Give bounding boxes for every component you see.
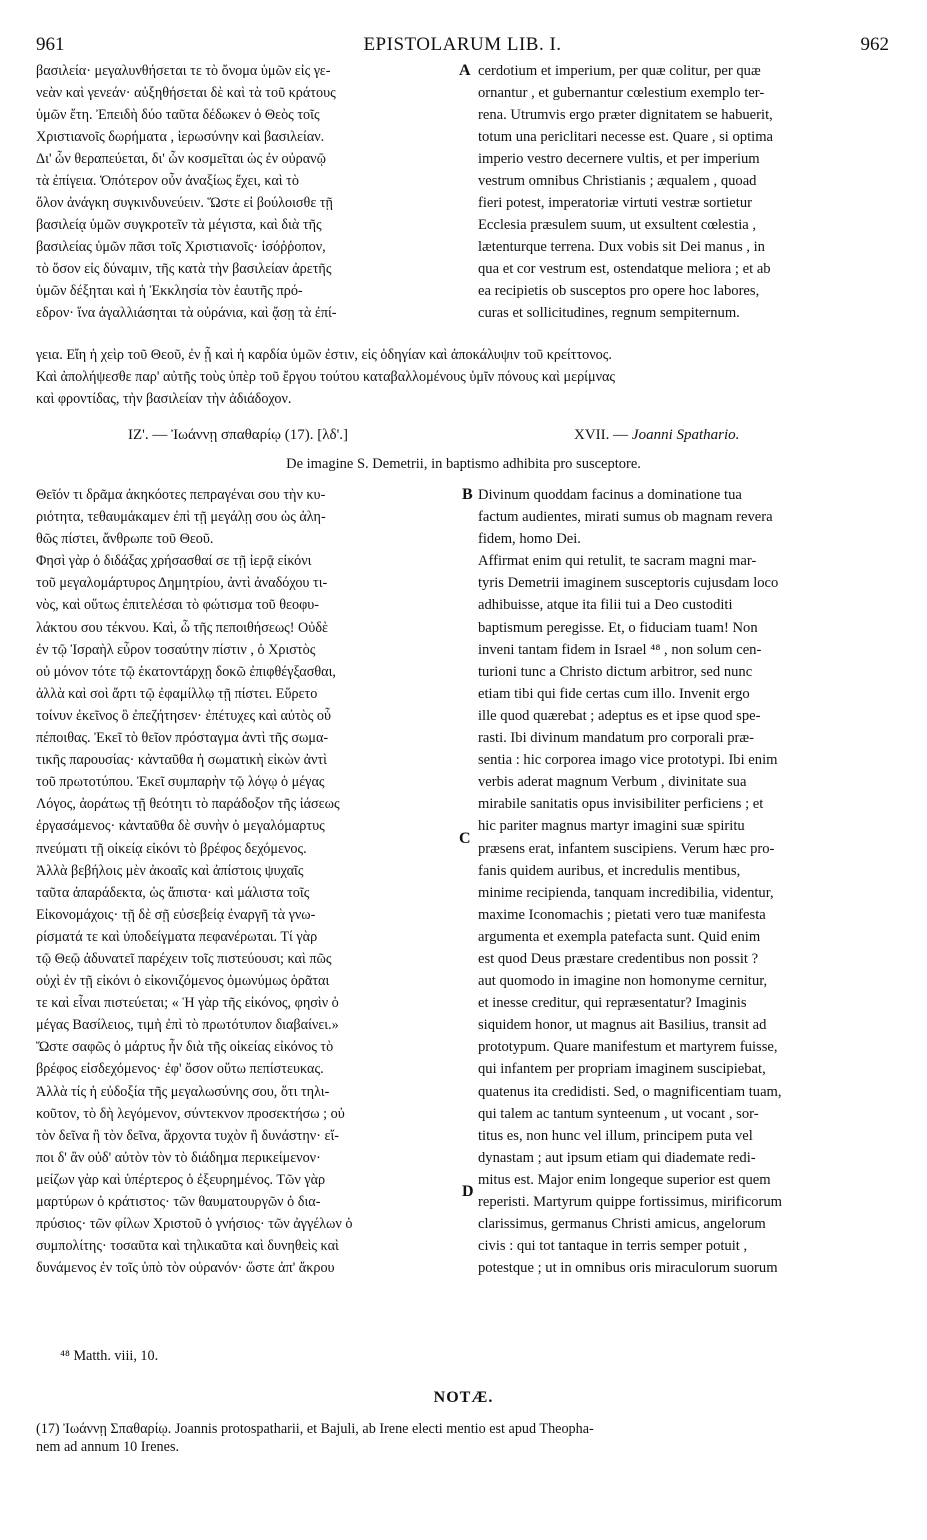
latin-line: Ecclesia præsulem suum, ut exsultent cœlestia , [478,217,757,233]
letter-subtitle: De imagine S. Demetrii, in baptismo adhibita pro susceptore. [286,456,641,472]
latin-line: clarissimus, germanus Christi amicus, angelorum [478,1216,766,1233]
latin-line: adhibuisse, atque ita filii tui a Deo custoditi [478,597,733,614]
latin-line: Affirmat enim qui retulit, te sacram magni mar- [478,553,757,570]
greek-line: βασιλεία· μεγαλυνθήσεται τε τὸ ὄνομα ὑμῶν εἰς γε- [36,63,331,79]
greek-line: τῷ Θεῷ ἀδυνατεῖ παρέχειν τοῖς πιστεύουσι; καὶ πῶς [36,950,332,967]
greek-line: Ἀλλὰ τίς ἡ εὐδοξία τῆς μεγαλωσύνης σου, ὅτι τηλι- [36,1083,330,1100]
greek-line: ταῦτα ἀπαράδεκτα, ὡς ἄπιστα· καὶ μάλιστα τοῖς [36,884,310,901]
greek-line: τικῆς παρουσίας· κἀνταῦθα ἡ σωματικὴ εἰκὼν ἀντὶ [36,752,327,769]
notae-heading: NOTÆ. [433,1389,494,1406]
latin-line: civis : qui tot tantaque in terris semper potuit , [478,1238,748,1255]
greek-line: νεὰν καὶ γενεάν· αὐξηθήσεται δὲ καὶ τὰ τοῦ κράτους [36,85,336,101]
greek-line: Θεῖόν τι δρᾶμα ἀκηκόοτες πεπραγέναι σου τὴν κυ- [36,487,326,503]
left-page-number: 961 [36,34,65,55]
latin-line: siquidem honor, ut magnus ait Basilius, transit ad [478,1017,767,1034]
greek-line: τοῦ πρωτοτύπου. Ἐκεῖ συμπαρὴν τῷ λόγῳ ὁ μέγας [36,774,325,791]
greek-line: πέποιθας. Ἐκεῖ τὸ θεῖον πρόσταγμα ἀντὶ τῆς σωμα- [36,730,329,747]
latin-line: etiam tibi qui fide certas cum illo. Invenit ergo [478,685,750,702]
greek-line: ποι δ' ἂν οὐδ' αὐτὸν τὸν τὸ διάδημα περικείμενον· [36,1149,321,1166]
latin-line: maxime Iconomachis ; pietati vero tuæ manifesta [478,906,766,923]
latin-line: cerdotium et imperium, per quæ colitur, per quæ [478,63,761,79]
greek-line: τὸν δεῖνα ἢ τὸν δεῖνα, ἄρχοντα τυχὸν ἢ δυνάστην· εἴ- [36,1127,339,1144]
greek-line: Καὶ ἀπολήψεσθε παρ' αὐτῆς τοὺς ὑπὲρ τοῦ ἔργου τούτου καταβαλλομένους ὑμῖν πόνους καὶ μερίμνας [36,369,616,385]
latin-line: prototypum. Quare manifestum et martyrem fuisse, [478,1039,778,1056]
greek-line: βρέφος εἰσδεχόμενος· ἐφ' ὅσον οὕτω πεπίστευκας. [36,1061,324,1078]
full-width-greek [36,344,898,410]
greek-line: Χριστιανοῖς δωρήματα , ἱερωσύνην καὶ βασιλείαν. [36,129,325,145]
greek-line: ἐργασάμενος· κἀνταῦθα δὲ συνὴν ὁ μεγαλόμαρτυς [36,818,325,835]
latin-line: titus es, non hunc vel illum, principem puta vel [478,1127,753,1144]
greek-line: πρύσιος· τῶν φίλων Χριστοῦ ὁ γνήσιος· τῶν ἀγγέλων ὁ [36,1216,353,1233]
running-title: EPISTOLARUM LIB. I. [363,34,562,55]
notes [36,1420,900,1456]
latin-line: præsens erat, infantem suscipiens. Verum hæc pro- [478,840,775,857]
latin-line: verbis aderat magnum Verbum , divinitate sua [478,774,747,791]
greek-line: Ἀλλὰ βεβήλοις μὲν ἀκοαῖς καὶ ἀπίστοις ψυχαῖς [36,862,304,879]
greek-line: τε καὶ εἶναι πιστεύεται; « Ἡ γὰρ τῆς εἰκόνος, φησὶν ὁ [36,995,339,1012]
greek-line: βασιλείᾳ ὑμῶν συγκροτεῖν τὰ μέγιστα, καὶ διὰ τῆς [36,217,322,233]
greek-line: καὶ φροντίδας, τὴν βασιλείαν τὴν ἀδιάδοχον. [36,391,292,407]
greek-line: ριότητα, τεθαυμάκαμεν ἐπὶ τῇ μεγάλῃ σου ὡς ἀλη- [36,509,326,526]
latin-line: mirabile sanitatis opus invisibiliter perficiens ; et [478,796,764,813]
greek-line: δυνάμενος ἐν τοῖς ὑπὸ τὸν οὐρανόν· ὥστε ἀπ' ἄκρου [36,1260,335,1277]
latin-column [478,484,890,1279]
latin-line: lætenturque terrena. Dux vobis sit Dei manus , in [478,239,765,255]
latin-line: inveni tantam fidem in Israel ⁴⁸ , non solum cen- [478,641,762,658]
greek-line: Λόγος, ἀοράτως τῇ θεότητι τὸ παράδοξον τῆς ἰάσεως [36,796,340,813]
margin-mark-d: D [462,1183,474,1200]
margin-mark-a: A [459,62,471,79]
top-greek-column [36,60,461,324]
greek-line: οὐχὶ ἐν τῇ εἰκόνι ὁ εἰκονιζόμενος ὁμωνύμως ὁρᾶται [36,973,330,990]
greek-line: μαρτύρων ὁ κράτιστος· τῶν θαυματουργῶν ὁ δια- [36,1194,321,1210]
latin-line: baptismum peregisse. Et, o fiduciam tuam! Non [478,619,758,636]
latin-line: mitus est. Major enim longeque superior est quem [478,1171,771,1188]
greek-line: ὅλον ἀνάγκη συγκινδυνεύειν. Ὥστε εἰ βούλοισθε τῇ [36,195,333,211]
greek-line: γεια. Εἴη ἡ χεὶρ τοῦ Θεοῦ, ἐν ᾗ καὶ ἡ καρδία ὑμῶν ἐστιν, εἰς ὁδηγίαν καὶ ἀποκάλυψιν τοῦ κρείττονος. [36,347,612,363]
greek-line: εδρον· ἵνα ἀγαλλιάσηται τὰ οὐράνια, καὶ ᾄσῃ τὰ ἐπί- [36,305,337,321]
margin-mark-b: B [462,486,473,503]
latin-line: ille quod quærebat ; adeptus es et ipse quod spe- [478,707,761,724]
greek-line: βασιλείας ὑμῶν πᾶσι τοῖς Χριστιανοῖς· ἰσόῤῥοπον, [36,239,326,255]
latin-line: sentia : hic corporea imago vice prototypi. Ibi enim [478,752,778,769]
note-line: (17) Ἰωάννῃ Σπαθαρίῳ. Joannis protospatharii, et Bajuli, ab Irene electi mentio est apud Theopha- [36,1421,594,1437]
latin-line: quatenus ita credidisti. Sed, o magnificentiam tuam, [478,1083,782,1100]
greek-line: τὸ ὅσον εἰς δύναμιν, τῆς κατὰ τὴν βασιλείαν ἀρετῆς [36,261,332,277]
note-line: nem ad annum 10 Irenes. [36,1439,180,1455]
latin-line: vestrum omnibus Christianis ; æqualem , quoad [478,173,757,189]
greek-line: ἐν τῷ Ἰσραὴλ εὗρον τοσαύτην πίστιν , ὁ Χριστὸς [36,641,316,658]
latin-line: Divinum quoddam facinus a dominatione tua [478,487,742,503]
latin-line: qua et cor vestrum est, ostendatque meliora ; et ab [478,261,771,277]
latin-line: totum una periclitari necesse est. Quare , si optima [478,129,774,145]
latin-letter-title: XVII. — Joanni Spathario. [574,427,740,443]
latin-line: rena. Utrumvis ergo præter dignitatem se habuerit, [478,107,773,123]
latin-line: minime recipienda, tanquam incredibilia, videntur, [478,884,774,901]
greek-line: τοίνυν ἐκεῖνος ὃ ἐπεζήτησεν· ἐπέτυχες καὶ αὐτὸς οὗ [36,707,332,724]
footnote: ⁴⁸ Matth. viii, 10. [60,1348,159,1364]
greek-line: λάκτου σου τέκνου. Καὶ, ὦ τῆς πεποιθήσεως! Οὐδὲ [36,619,328,636]
greek-line: πνεύματι τῇ οἰκείᾳ εἰκόνι τὸ βρέφος δεχόμενος. [36,840,307,857]
greek-column [36,484,461,1279]
latin-line: aut quomodo in imagine non homonyme cernitur, [478,973,768,990]
greek-line: μέγας Βασίλειος, τιμὴ ἐπὶ τὸ πρωτότυπον διαβαίνει.» [36,1017,339,1034]
greek-line: οὐ μόνον τότε τῷ ἑκατοντάρχῃ δοκῶ ἐπιφθέγξασθαι, [36,663,336,680]
greek-line: νὸς, καὶ οὕτως ἐπιτελέσαι τὸ φώτισμα τοῦ θεοφυ- [36,597,320,614]
latin-line: curas et sollicitudines, regnum sempiternum. [478,305,740,321]
greek-line: τὰ ἐπίγεια. Ὁπότερον οὖν ἀναξίως ἔχει, καὶ τὸ [36,173,299,189]
latin-line: est quod Deus præstare credentibus non possit ? [478,950,759,967]
margin-mark-c: C [459,830,471,847]
right-page-number: 962 [860,34,889,55]
top-latin-column [478,60,890,324]
greek-line: ἀλλὰ καὶ σοὶ ἄρτι τῷ ἐφαμίλλῳ τῇ πίστει. Εὕρετο [36,685,318,702]
greek-line: ρίσματά τε καὶ ὑποδείγματα πεφανέρωται. Τί γὰρ [36,928,318,945]
greek-line: ὑμῶν δέξηται καὶ ἡ Ἐκκλησία τὸν ἑαυτῆς πρό- [36,283,303,299]
greek-line: τοῦ μεγαλομάρτυρος Δημητρίου, ἀντὶ ἀναδόχου τι- [36,575,328,592]
latin-line: turioni tunc a Christo dictum arbitror, sed nunc [478,663,753,680]
latin-line: fieri potest, imperatoriæ virtuti vestræ sortietur [478,195,752,211]
latin-line: fanis quidem auribus, et incredulis mentibus, [478,862,741,879]
latin-line: imperio vestro decernere vultis, et per imperium [478,151,760,167]
latin-line: dynastam ; aut ipsum etiam qui diademate redi- [478,1149,756,1166]
latin-line: ea recipietis ob susceptos pro opere hoc labores, [478,283,760,299]
greek-line: θῶς πίστει, ἄνθρωπε τοῦ Θεοῦ. [36,531,214,548]
greek-line: Ὥστε σαφῶς ὁ μάρτυς ἦν διὰ τῆς οἰκείας εἰκόνος τὸ [36,1039,334,1056]
running-header [36,34,889,58]
latin-line: hic pariter magnus martyr imagini suæ spiritu [478,818,745,835]
latin-line: qui infantem per propriam imaginem suscipiebat, [478,1061,766,1078]
greek-line: κοῦτον, τὸ δὴ λεγόμενον, σύντεκνον προσεκτήσω ; οὐ [36,1105,345,1122]
greek-line: συμπολίτης· τοσαῦτα καὶ τηλικαῦτα καὶ δυνηθεὶς καὶ [36,1238,339,1255]
latin-line: fidem, homo Dei. [478,531,581,548]
latin-line: reperisti. Martyrum quippe fortissimus, mirificorum [478,1194,782,1210]
latin-line: et inesse creditur, qui repræsentatur? Imaginis [478,995,747,1012]
latin-line: potestque ; ut in omnibus oris miraculorum suorum [478,1260,778,1277]
latin-line: factum audientes, mirati sumus ob magnam revera [478,509,773,526]
latin-line: qui talem ac tantum synteenum , ut vocant , sor- [478,1105,759,1122]
greek-line: Δι' ὧν θεραπεύεται, δι' ὧν κοσμεῖται ὡς ἐν οὐρανῷ [36,151,326,167]
greek-line: μείζων γὰρ καὶ ὑπέρτερος ὁ ἐξευρημένος. Τῶν γὰρ [36,1171,326,1188]
greek-line: ὑμῶν ἔτη. Ἐπειδὴ δύο ταῦτα δέδωκεν ὁ Θεὸς τοῖς [36,107,320,123]
latin-line: ornantur , et gubernantur cœlestium exemplo ter- [478,85,765,101]
greek-letter-title: ΙΖ'. — Ἰωάννῃ σπαθαρίῳ (17). [λδ'.] [128,427,349,443]
greek-line: Φησὶ γὰρ ὁ διδάξας χρήσασθαί σε τῇ ἱερᾷ εἰκόνι [36,553,312,570]
latin-line: rasti. Ibi divinum mandatum pro corporali præ- [478,730,755,747]
greek-line: Εἰκονομάχοις· τῇ δὲ σῇ εὐσεβείᾳ ἐναργῆ τὰ γνω- [36,906,316,923]
latin-line: argumenta et exempla patefacta sunt. Quid enim [478,928,761,945]
latin-line: tyris Demetrii imaginem susceptoris cujusdam loco [478,575,779,592]
